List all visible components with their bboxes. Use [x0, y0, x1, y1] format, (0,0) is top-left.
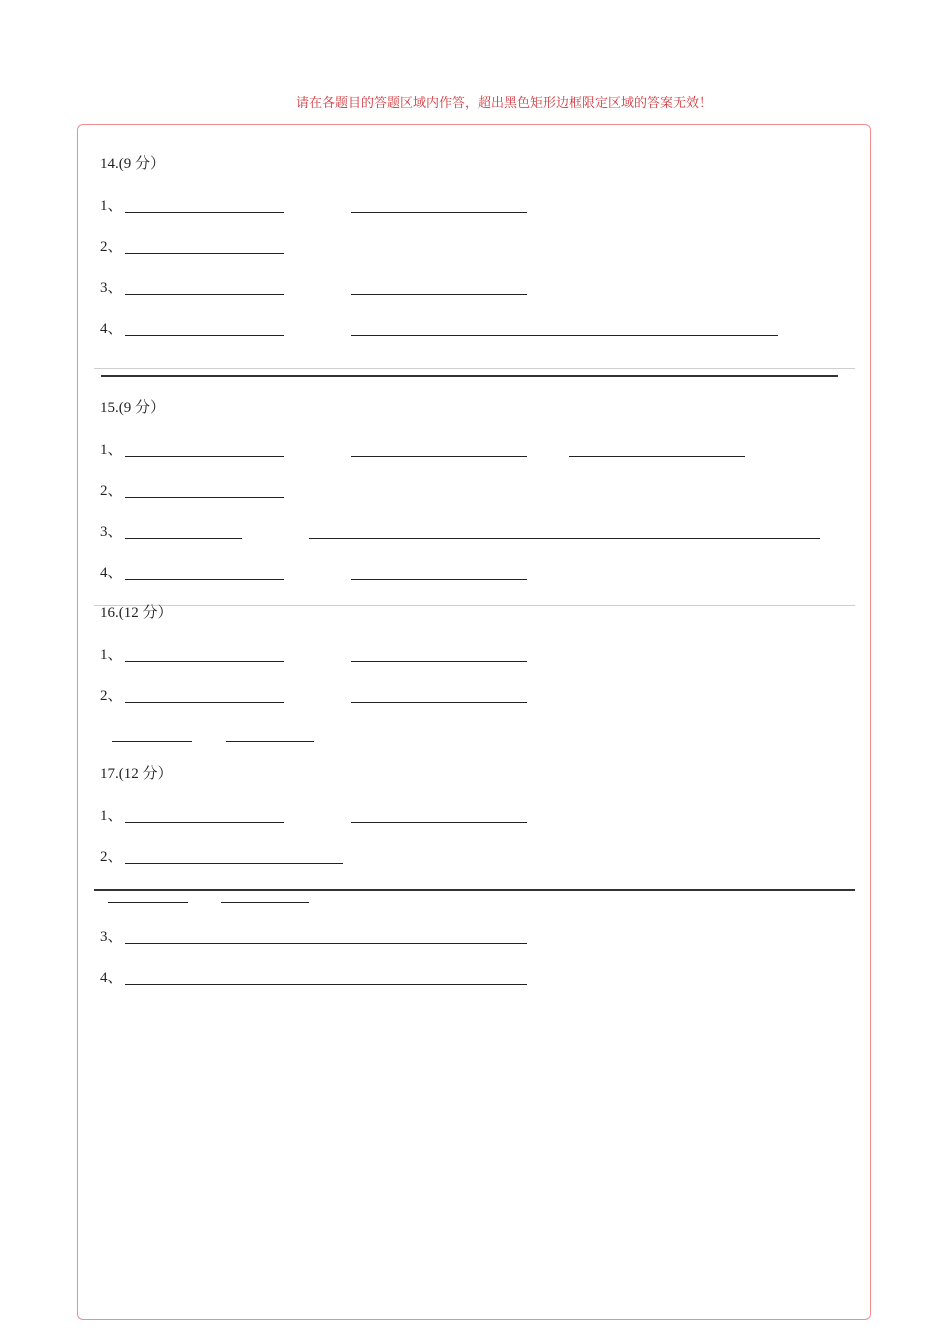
q15-3-blank-b[interactable]: [309, 538, 820, 539]
q15-item-3-label: 3、: [100, 524, 123, 540]
q17-extra-blank-a[interactable]: [108, 902, 188, 903]
q15-1-blank-c[interactable]: [569, 456, 745, 457]
q15-title: 15.(9 分）: [100, 400, 165, 416]
q14-1-blank-a[interactable]: [125, 212, 284, 213]
q14-4-blank-a[interactable]: [125, 335, 284, 336]
q17-1-blank-b[interactable]: [351, 822, 527, 823]
q16-item-1-label: 1、: [100, 647, 123, 663]
q17-item-1-label: 1、: [100, 808, 123, 824]
q15-1-blank-a[interactable]: [125, 456, 284, 457]
q14-item-3-label: 3、: [100, 280, 123, 296]
section-divider-thin: [94, 605, 855, 606]
q15-item-2-label: 2、: [100, 483, 123, 499]
section-divider-thick: [94, 889, 855, 891]
answer-area-frame: [77, 124, 871, 1320]
q17-2-blank-a[interactable]: [125, 863, 343, 864]
q15-item-4-label: 4、: [100, 565, 123, 581]
q15-1-blank-b[interactable]: [351, 456, 527, 457]
q16-2-blank-a[interactable]: [125, 702, 284, 703]
q17-extra-blank-b[interactable]: [221, 902, 309, 903]
section-divider-thin: [94, 368, 855, 369]
q17-item-3-label: 3、: [100, 929, 123, 945]
q14-3-blank-a[interactable]: [125, 294, 284, 295]
q15-item-1-label: 1、: [100, 442, 123, 458]
q16-2-blank-b[interactable]: [351, 702, 527, 703]
q15-4-blank-a[interactable]: [125, 579, 284, 580]
q14-item-2-label: 2、: [100, 239, 123, 255]
q17-1-blank-a[interactable]: [125, 822, 284, 823]
q14-3-blank-b[interactable]: [351, 294, 527, 295]
q16-1-blank-b[interactable]: [351, 661, 527, 662]
q15-2-blank-a[interactable]: [125, 497, 284, 498]
q16-extra-blank-b[interactable]: [226, 741, 314, 742]
q14-1-blank-b[interactable]: [351, 212, 527, 213]
q14-title: 14.(9 分）: [100, 156, 165, 172]
q14-4-blank-b[interactable]: [351, 335, 778, 336]
q17-title: 17.(12 分）: [100, 766, 173, 782]
q16-1-blank-a[interactable]: [125, 661, 284, 662]
q15-3-blank-a[interactable]: [125, 538, 242, 539]
q17-3-blank-a[interactable]: [125, 943, 527, 944]
q17-4-blank-a[interactable]: [125, 984, 527, 985]
q16-title: 16.(12 分）: [100, 605, 173, 621]
q15-4-blank-b[interactable]: [351, 579, 527, 580]
q14-item-1-label: 1、: [100, 198, 123, 214]
q17-item-2-label: 2、: [100, 849, 123, 865]
q14-item-4-label: 4、: [100, 321, 123, 337]
warning-notice: 请在各题目的答题区域内作答，超出黑色矩形边框限定区域的答案无效！: [296, 96, 713, 111]
section-divider-thick: [101, 375, 838, 377]
q14-2-blank-a[interactable]: [125, 253, 284, 254]
q16-item-2-label: 2、: [100, 688, 123, 704]
q16-extra-blank-a[interactable]: [112, 741, 192, 742]
q17-item-4-label: 4、: [100, 970, 123, 986]
